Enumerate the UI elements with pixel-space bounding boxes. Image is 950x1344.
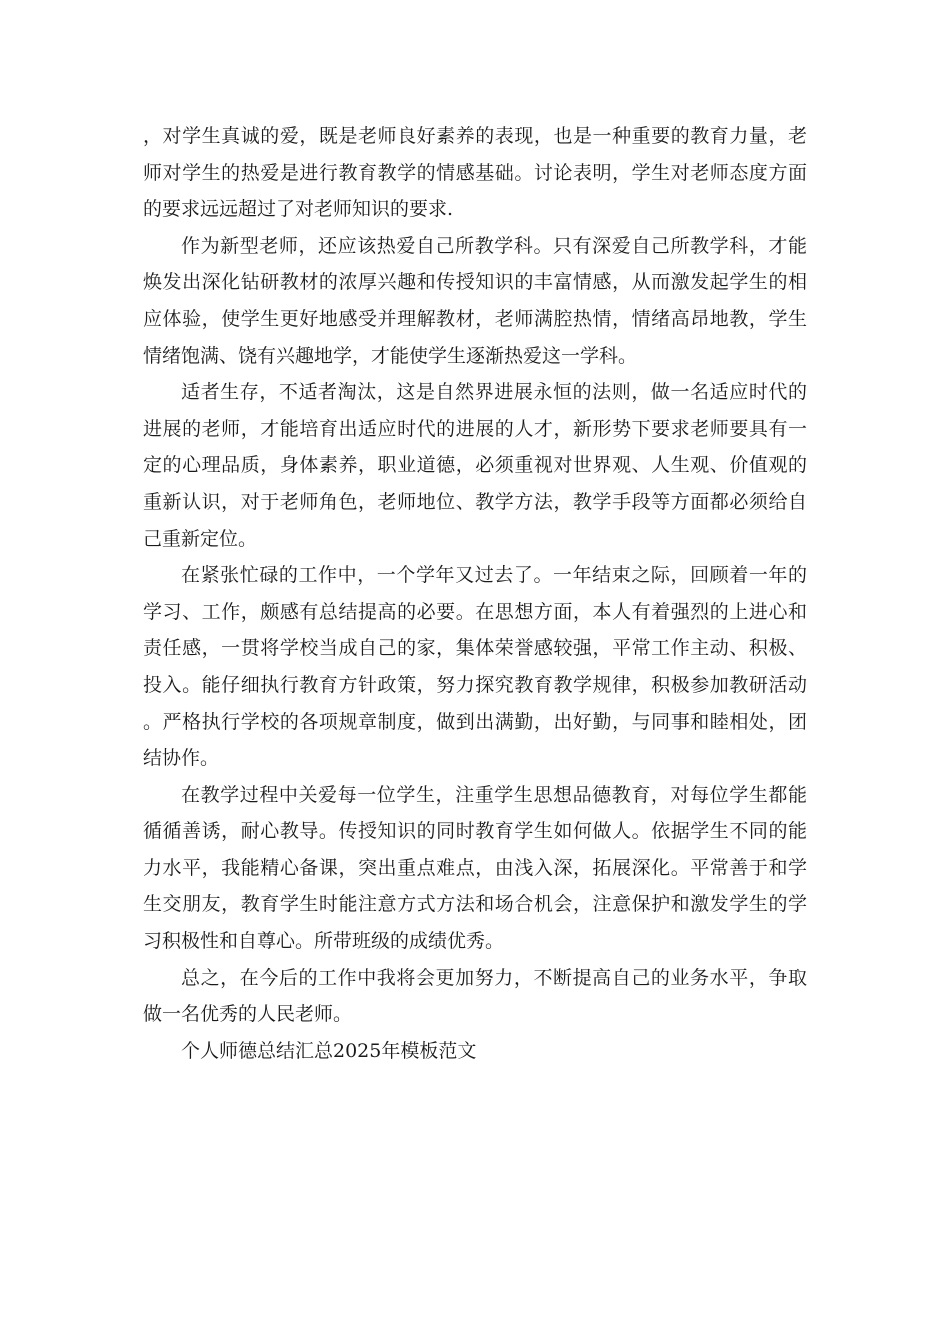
paragraph-4: 在紧张忙碌的工作中，一个学年又过去了。一年结束之际，回顾着一年的学习、工作，颇感有总结提高的必要。在思想方面，本人有着强烈的上进心和责任感，一贯将学校当成自己的家，集体荣誉感较强，平常工作主动、积极、投入。能仔细执行教育方针政策，努力探究教育教学规律，积极参加教研活动。严格执行学校的各项规章制度，做到出满勤，出好勤，与同事和睦相处，团结协作。 <box>143 564 807 770</box>
paragraph-1: ，对学生真诚的爱，既是老师良好素养的表现，也是一种重要的教育力量，老师对学生的热爱是进行教育教学的情感基础。讨论表明，学生对老师态度方面的要求远远超过了对老师知识的要求. <box>143 125 807 221</box>
paragraph-2: 作为新型老师，还应该热爱自己所教学科。只有深爱自己所教学科，才能焕发出深化钻研教材的浓厚兴趣和传授知识的丰富情感，从而激发起学生的相应体验，使学生更好地感受并理解教材，老师满腔热情，情绪高昂地教，学生情绪饱满、饶有兴趣地学，才能使学生逐渐热爱这一学科。 <box>143 234 807 367</box>
paragraph-6: 总之，在今后的工作中我将会更加努力，不断提高自己的业务水平，争取做一名优秀的人民老师。 <box>143 966 807 1026</box>
paragraph-3: 适者生存，不适者淘汰，这是自然界进展永恒的法则，做一名适应时代的进展的老师，才能培育出适应时代的进展的人才，新形势下要求老师要具有一定的心理品质，身体素养，职业道德，必须重视对世界观、人生观、价值观的重新认识，对于老师角色，老师地位、教学方法，教学手段等方面都必须给自己重新定位。 <box>143 381 807 550</box>
closing-title-line: 个人师德总结汇总2025年模板范文 <box>181 1039 477 1062</box>
paragraph-5: 在教学过程中关爱每一位学生，注重学生思想品德教育，对每位学生都能循循善诱，耐心教导。传授知识的同时教育学生如何做人。依据学生不同的能力水平，我能精心备课，突出重点难点，由浅入深，拓展深化。平常善于和学生交朋友，教育学生时能注意方式方法和场合机会，注意保护和激发学生的学习积极性和自尊心。所带班级的成绩优秀。 <box>143 783 807 953</box>
document-body <box>143 118 807 1069</box>
